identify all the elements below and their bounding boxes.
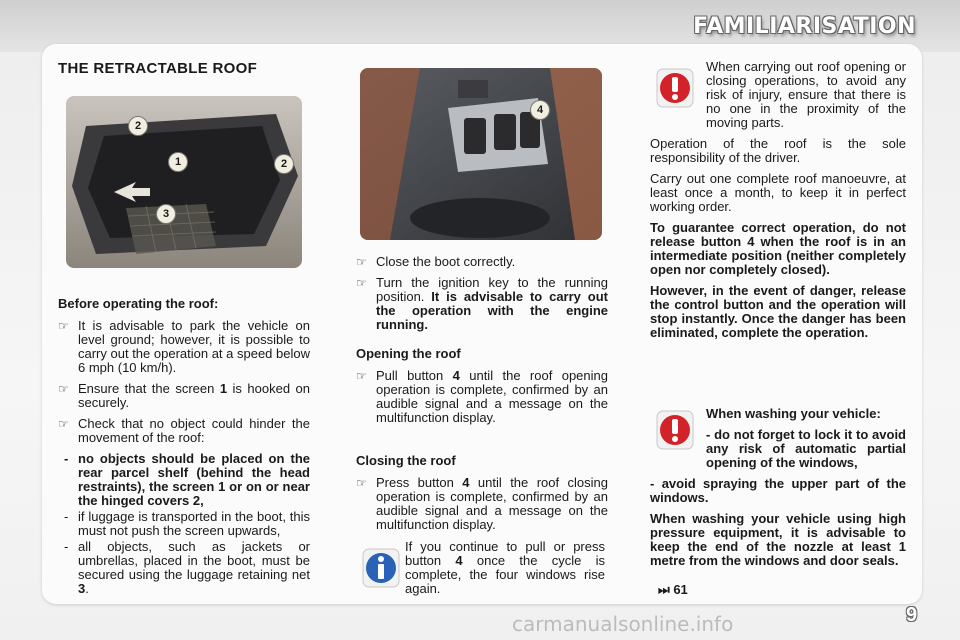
callout-2-right: 2	[274, 154, 294, 174]
warning-roof-text: When carrying out roof opening or closing operations, to avoid any risk of injury, ensure that there is no one in the proximity of the moving parts.	[706, 59, 906, 130]
ref-number: 1	[219, 381, 228, 396]
ref-number: 4	[452, 368, 460, 383]
dash-no-objects: - no objects should be placed on the rear parcel shelf (behind the head restraints), the screen 1 or on or near the hinged covers 2,	[64, 451, 310, 508]
skip-forward-icon: ⏭	[658, 582, 670, 597]
dash-luggage: - if luggage is transported in the boot, this must not push the screen upwards,	[64, 509, 310, 538]
bullet-text: Ensure that the screen	[78, 381, 220, 396]
info-icon	[362, 548, 400, 588]
ref-number: 3	[78, 581, 86, 596]
opening-heading: Opening the roof	[356, 346, 461, 361]
bullet-text: Pull button	[376, 368, 453, 383]
bullet-park	[58, 319, 310, 375]
washing-spray: - avoid spraying the upper part of the windows.	[650, 476, 906, 505]
pointing-hand-icon: ☞	[356, 255, 367, 269]
guarantee-operation: To guarantee correct operation, do not release button 4 when the roof is in an intermediate position (neither completely open nor completely closed).	[650, 220, 906, 277]
washing-heading: When washing your vehicle:	[706, 406, 881, 421]
watermark: carmanualsonline.info	[512, 612, 734, 636]
pointing-hand-icon: ☞	[58, 382, 69, 396]
column-right	[650, 60, 906, 575]
ref-page-number: 61	[673, 582, 688, 597]
dash-objects: - all objects, such as jackets or umbrellas, placed in the boot, must be secured using the luggage retaining net 3.	[64, 539, 310, 596]
bullet-text: Press button	[376, 475, 463, 490]
bullet-ignition	[356, 276, 608, 332]
monthly-manoeuvre: Carry out one complete roof manoeuvre, at least once a month, to keep it in perfect working order.	[650, 171, 906, 214]
bullet-close-boot	[356, 255, 608, 269]
bullet-text: is hooked on securely.	[78, 381, 310, 410]
ref-number: 4	[455, 553, 463, 568]
callout-4: 4	[530, 100, 550, 120]
spacer	[650, 347, 906, 407]
danger-release: However, in the event of danger, release the control button and the operation will stop instantly. Once the danger has been eliminated, complete the operation.	[650, 283, 906, 340]
dash-text: all objects, such as jackets or umbrellas, placed in the boot, must be secured using the luggage retaining net	[78, 539, 310, 582]
ref-number: 4	[462, 475, 470, 490]
callout-2-left: 2	[128, 116, 148, 136]
bullet-screen	[58, 382, 310, 410]
washing-lock: - do not forget to lock it to avoid any risk of automatic partial opening of the windows,	[706, 427, 906, 470]
spacer	[356, 432, 608, 454]
pointing-hand-icon: ☞	[356, 476, 367, 490]
bullet-bold-text: It is advisable to carry out the operation with the engine running.	[376, 289, 608, 332]
bullet-text: until the roof closing operation is complete, confirmed by an audible signal and a message on the multifunction display.	[376, 475, 608, 532]
sole-responsibility: Operation of the roof is the sole responsibility of the driver.	[650, 136, 906, 165]
info-text: once the cycle is complete, the four windows rise again.	[405, 553, 605, 596]
page-number: 9	[906, 604, 918, 626]
closing-heading: Closing the roof	[356, 453, 456, 468]
bullet-text: until the roof opening operation is complete, confirmed by an audible signal and a message on the multifunction display.	[376, 368, 608, 425]
bullet-text: Close the boot correctly.	[376, 254, 516, 269]
bullet-closing	[356, 476, 608, 532]
page-reference[interactable]	[658, 582, 688, 598]
bullet-text: Turn the ignition key to the running position.	[376, 275, 608, 304]
column-middle	[356, 255, 608, 539]
column-left	[58, 62, 310, 598]
pointing-hand-icon: ☞	[356, 276, 367, 290]
dash-text: if luggage is transported in the boot, this must not push the screen upwards,	[78, 509, 310, 538]
photo-spacer	[58, 86, 310, 297]
bullet-text: Check that no object could hinder the movement of the roof:	[78, 416, 310, 445]
dash-text: no objects should be placed on the rear parcel shelf (behind the head restraints), the screen 1 or on or near the hinged covers 2,	[78, 451, 310, 508]
pointing-hand-icon: ☞	[58, 319, 69, 333]
section-title: THE RETRACTABLE ROOF	[58, 60, 258, 77]
bullet-opening	[356, 369, 608, 425]
info-note	[405, 540, 605, 596]
washing-high-pressure: When washing your vehicle using high pressure equipment, it is advisable to keep the end of the nozzle at least 1 metre from the windows and door seals.	[650, 511, 906, 568]
info-text: If you continue to pull or press button	[405, 539, 605, 568]
callout-1: 1	[168, 152, 188, 172]
dash-text: .	[85, 581, 89, 596]
header-title: FAMILIARISATION	[693, 14, 916, 39]
pointing-hand-icon: ☞	[356, 369, 367, 383]
bullet-check	[58, 417, 310, 445]
before-operating-heading: Before operating the roof:	[58, 296, 219, 311]
pointing-hand-icon: ☞	[58, 417, 69, 431]
callout-3: 3	[156, 204, 176, 224]
bullet-text: It is advisable to park the vehicle on level ground; however, it is possible to carry out the operation at a speed below 6 mph (10 km/h).	[78, 318, 310, 375]
console-photo	[360, 68, 602, 240]
